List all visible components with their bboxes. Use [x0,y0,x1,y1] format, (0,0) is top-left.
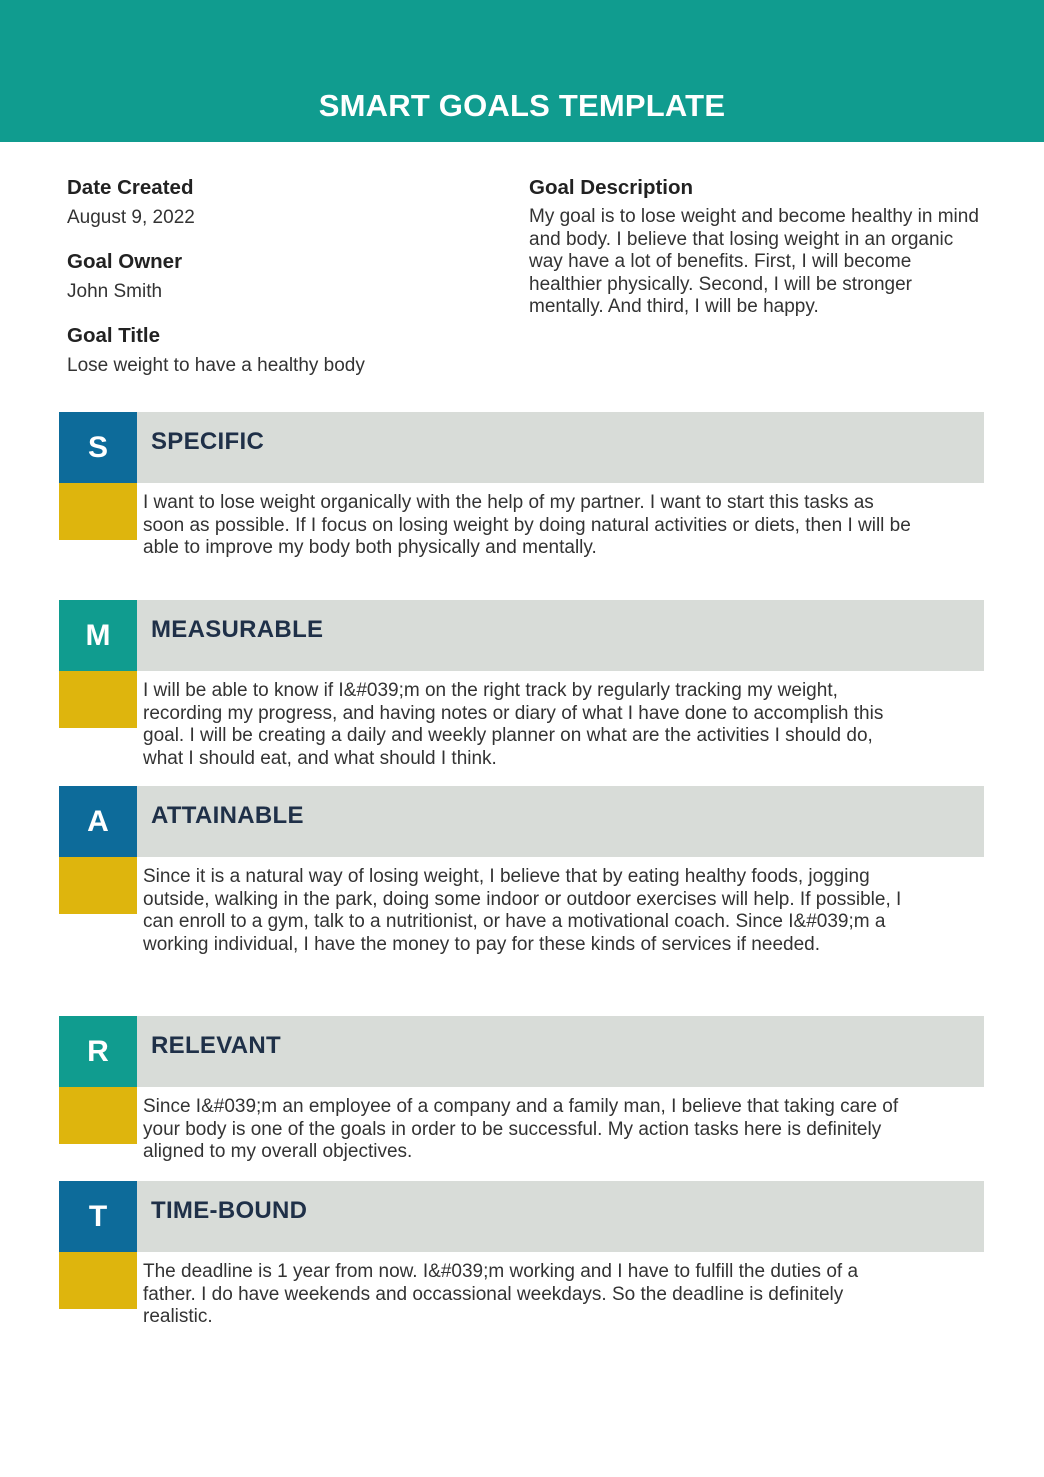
section-header-bar [137,1181,984,1252]
goal-owner-value: John Smith [67,281,163,302]
date-created-label: Date Created [67,176,194,199]
goal-title-label: Goal Title [67,324,161,347]
goal-title-value: Lose weight to have a healthy body [67,355,365,376]
header-banner [0,0,1044,142]
goal-owner-label: Goal Owner [67,250,183,273]
date-created-value: August 9, 2022 [67,207,195,228]
section-header-bar [137,1016,984,1087]
goal-description-value: My goal is to lose weight and become healthy in mind and body. I believe that losing weight in an organic way have a lot of benefits. First, I will become healthier physically. Second, I will be stronger mentally. And third, I will be happy. [529,206,979,317]
section-accent-block [59,671,137,728]
section-text: The deadline is 1 year from now. I&#039;m working and I have to fulfill the duties of a father. I do have weekends and occassional weekdays. So the deadline is definitely realistic. [143,1261,859,1327]
section-letter-badge: R [59,1016,137,1087]
section-text: Since I&#039;m an employee of a company and a family man, I believe that taking care of your body is one of the goals in order to be successful. My action tasks here is definitely aligned to my overall objectives. [143,1096,899,1162]
section-text: I will be able to know if I&#039;m on the right track by regularly tracking my weight, recording my progress, and having notes or diary of what I have done to accomplish this goal. I will be creating a daily and weekly planner on what are the activities I should do, what I should eat, and what should I think. [143,680,884,769]
section-accent-block [59,1252,137,1309]
section-text: I want to lose weight organically with the help of my partner. I want to start this tasks as soon as possible. If I focus on losing weight by doing natural activities or diets, then I will be able to improve my body both physically and mentally. [143,492,911,558]
section-title: ATTAINABLE [151,802,304,829]
section-accent-block [59,857,137,914]
section-title: SPECIFIC [151,428,265,455]
section-title: RELEVANT [151,1032,281,1059]
section-header-bar [137,600,984,671]
goal-description-label: Goal Description [529,176,694,199]
section-letter-badge: S [59,412,137,483]
section-letter-badge: T [59,1181,137,1252]
section-header-bar [137,786,984,857]
section-letter-badge: M [59,600,137,671]
section-letter-badge: A [59,786,137,857]
section-header-bar [137,412,984,483]
section-accent-block [59,483,137,540]
section-title: MEASURABLE [151,616,324,643]
section-accent-block [59,1087,137,1144]
section-text: Since it is a natural way of losing weight, I believe that by eating healthy foods, jogging outside, walking in the park, doing some indoor or outdoor exercises will help. If possible, I can enroll to a gym, talk to a nutritionist, or have a motivational coach. Since I&#039;m a working individual, I have the money to pay for these kinds of services if needed. [143,866,902,955]
page-title: SMART GOALS TEMPLATE [318,88,726,123]
section-title: TIME-BOUND [151,1197,308,1224]
